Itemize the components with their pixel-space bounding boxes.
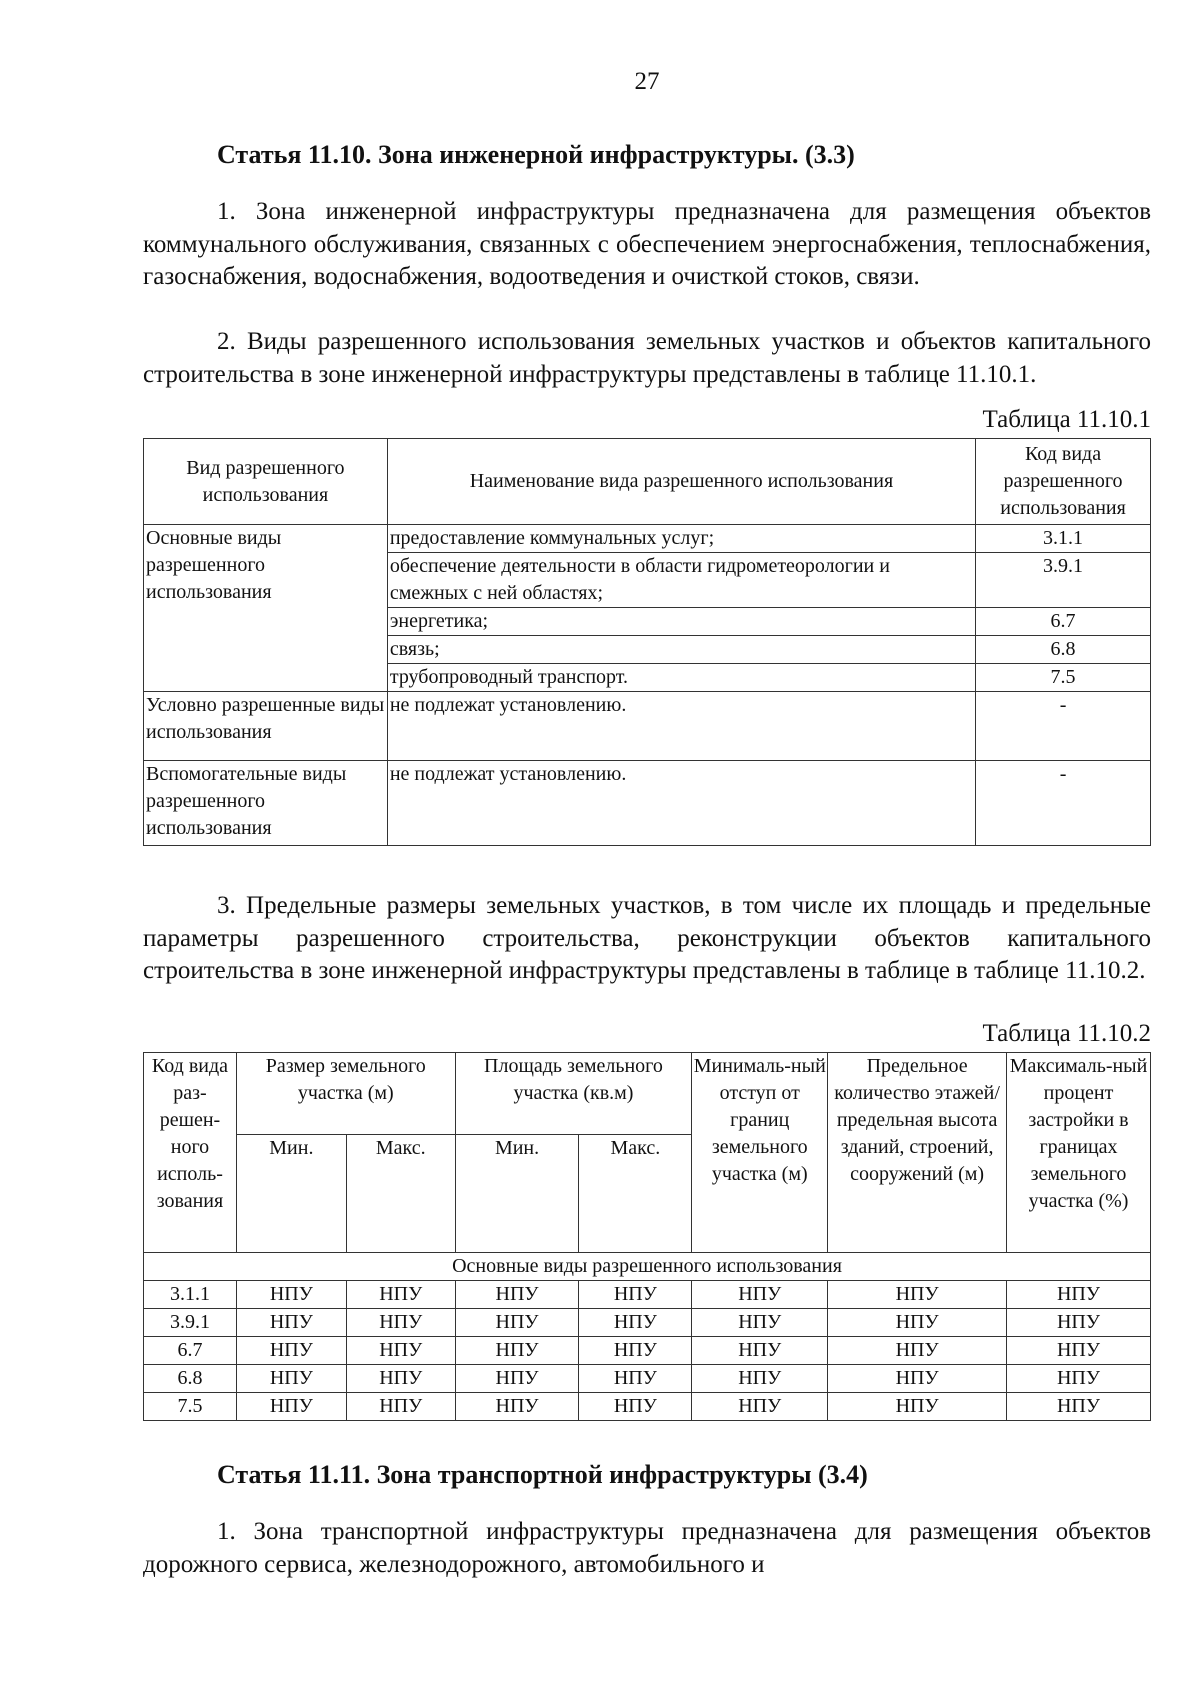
table2-header-size-min: Мин. (236, 1135, 346, 1253)
table-cell-code: 6.7 (976, 608, 1151, 636)
table-cell-code: - (976, 761, 1151, 846)
table-cell: НПУ (579, 1393, 692, 1421)
table-row (144, 1281, 1151, 1309)
table-caption-1: Таблица 11.10.1 (982, 406, 1151, 433)
table-cell-code: 3.1.1 (144, 1281, 237, 1309)
table-cell: НПУ (692, 1365, 828, 1393)
table1-header-type: Вид разрешенного использования (144, 439, 388, 525)
table-cell: НПУ (692, 1393, 828, 1421)
table2-header-area: Площадь земельного участка (кв.м) (455, 1053, 692, 1135)
table1-group-type: Основные виды разрешенного использования (144, 525, 388, 692)
table-cell: НПУ (579, 1309, 692, 1337)
table-cell: НПУ (1007, 1281, 1151, 1309)
table-11-10-1 (143, 438, 1151, 846)
table-row: предоставление коммунальных услуг; (387, 525, 975, 553)
table-cell: НПУ (579, 1365, 692, 1393)
paragraph-1: 1. Зона инженерной инфраструктуры предназначена для размещения объектов коммунального обслуживания, связанных с обеспечением энергоснабжения, теплоснабжения, газоснабжения, водоснабжения, водоотведения и очисткой стоков, связи. (143, 198, 1151, 290)
table-cell-code: 3.9.1 (144, 1309, 237, 1337)
table-cell-code: 6.8 (976, 636, 1151, 664)
table-row (144, 1393, 1151, 1421)
table-cell: НПУ (828, 1337, 1007, 1365)
table-caption-2: Таблица 11.10.2 (982, 1020, 1151, 1047)
table-row (144, 1365, 1151, 1393)
table-row (144, 1309, 1151, 1337)
table-cell: НПУ (455, 1281, 579, 1309)
table-cell: НПУ (828, 1365, 1007, 1393)
table-cell: НПУ (346, 1337, 455, 1365)
table2-header-size-max: Макс. (346, 1135, 455, 1253)
article-heading-11-11: Статья 11.11. Зона транспортной инфраструктуры (3.4) (217, 1460, 868, 1489)
table2-header-floors: Предельное количество этажей/ предельная высота зданий, строений, сооружений (м) (828, 1053, 1007, 1253)
table1-header-code: Код вида разрешенного использования (976, 439, 1151, 525)
article-heading-11-10: Статья 11.10. Зона инженерной инфраструктуры. (3.3) (217, 140, 855, 169)
table-cell: НПУ (828, 1281, 1007, 1309)
table-cell: НПУ (236, 1393, 346, 1421)
table-cell-code: 6.8 (144, 1365, 237, 1393)
table-cell-code: 6.7 (144, 1337, 237, 1365)
table-row: связь; (387, 636, 975, 664)
table-row: обеспечение деятельности в области гидрометеорологии и смежных с ней областях; (387, 553, 975, 608)
paragraph-3: 3. Предельные размеры земельных участков, в том числе их площадь и предельные параметры разрешенного строительства, реконструкции объектов капитального строительства в зоне инженерной инфраструктуры представлены в таблице в таблице 11.10.2. (143, 892, 1151, 984)
table2-header-setback: Минималь-ный отступ от границ земельного участка (м) (692, 1053, 828, 1253)
table-cell: НПУ (1007, 1365, 1151, 1393)
paragraph-2: 2. Виды разрешенного использования земельных участков и объектов капитального строительства в зоне инженерной инфраструктуры представлены в таблице 11.10.1. (143, 328, 1151, 388)
table-cell-code: 3.1.1 (976, 525, 1151, 553)
table-row (144, 1337, 1151, 1365)
table-cell: НПУ (692, 1281, 828, 1309)
table2-body (144, 1281, 1151, 1421)
table-cell: НПУ (236, 1337, 346, 1365)
table-cell: НПУ (828, 1309, 1007, 1337)
table-cell: НПУ (455, 1393, 579, 1421)
table-cell: НПУ (455, 1309, 579, 1337)
table-cell-code: 7.5 (976, 664, 1151, 692)
table-cell-code: 3.9.1 (976, 553, 1151, 608)
table2-header-area-min: Мин. (455, 1135, 579, 1253)
table-cell: НПУ (1007, 1337, 1151, 1365)
table-cell: НПУ (692, 1309, 828, 1337)
table-cell: НПУ (236, 1309, 346, 1337)
table-cell: НПУ (1007, 1393, 1151, 1421)
table-cell-code: 7.5 (144, 1393, 237, 1421)
paragraph-4: 1. Зона транспортной инфраструктуры предназначена для размещения объектов дорожного сервиса, железнодорожного, автомобильного и (143, 1518, 1151, 1578)
table2-header-code: Код вида раз-решен-ного исполь-зования (144, 1053, 237, 1253)
table-cell: НПУ (346, 1309, 455, 1337)
table-cell: НПУ (236, 1365, 346, 1393)
table-cell: НПУ (692, 1337, 828, 1365)
table-row: не подлежат установлению. (387, 761, 975, 846)
table-cell: НПУ (579, 1337, 692, 1365)
page-number: 27 (634, 68, 660, 95)
table2-header-area-max: Макс. (579, 1135, 692, 1253)
table-row: энергетика; (387, 608, 975, 636)
table-cell: НПУ (455, 1365, 579, 1393)
table2-section-title: Основные виды разрешенного использования (144, 1253, 1151, 1281)
table1-group-type: Условно разрешенные виды использования (144, 692, 388, 761)
table-cell: НПУ (346, 1393, 455, 1421)
table-cell: НПУ (346, 1281, 455, 1309)
table-cell: НПУ (346, 1365, 455, 1393)
table-row: трубопроводный транспорт. (387, 664, 975, 692)
table-cell-code: - (976, 692, 1151, 761)
table-cell: НПУ (828, 1393, 1007, 1421)
table-cell: НПУ (455, 1337, 579, 1365)
table-cell: НПУ (1007, 1309, 1151, 1337)
table2-header-percent: Максималь-ный процент застройки в границах земельного участка (%) (1007, 1053, 1151, 1253)
table-cell: НПУ (236, 1281, 346, 1309)
table-cell: НПУ (579, 1281, 692, 1309)
table1-group-type: Вспомогательные виды разрешенного использования (144, 761, 388, 846)
table-row: не подлежат установлению. (387, 692, 975, 761)
table-11-10-2 (143, 1052, 1151, 1421)
table2-header-size: Размер земельного участка (м) (236, 1053, 455, 1135)
table1-header-name: Наименование вида разрешенного использования (387, 439, 975, 525)
